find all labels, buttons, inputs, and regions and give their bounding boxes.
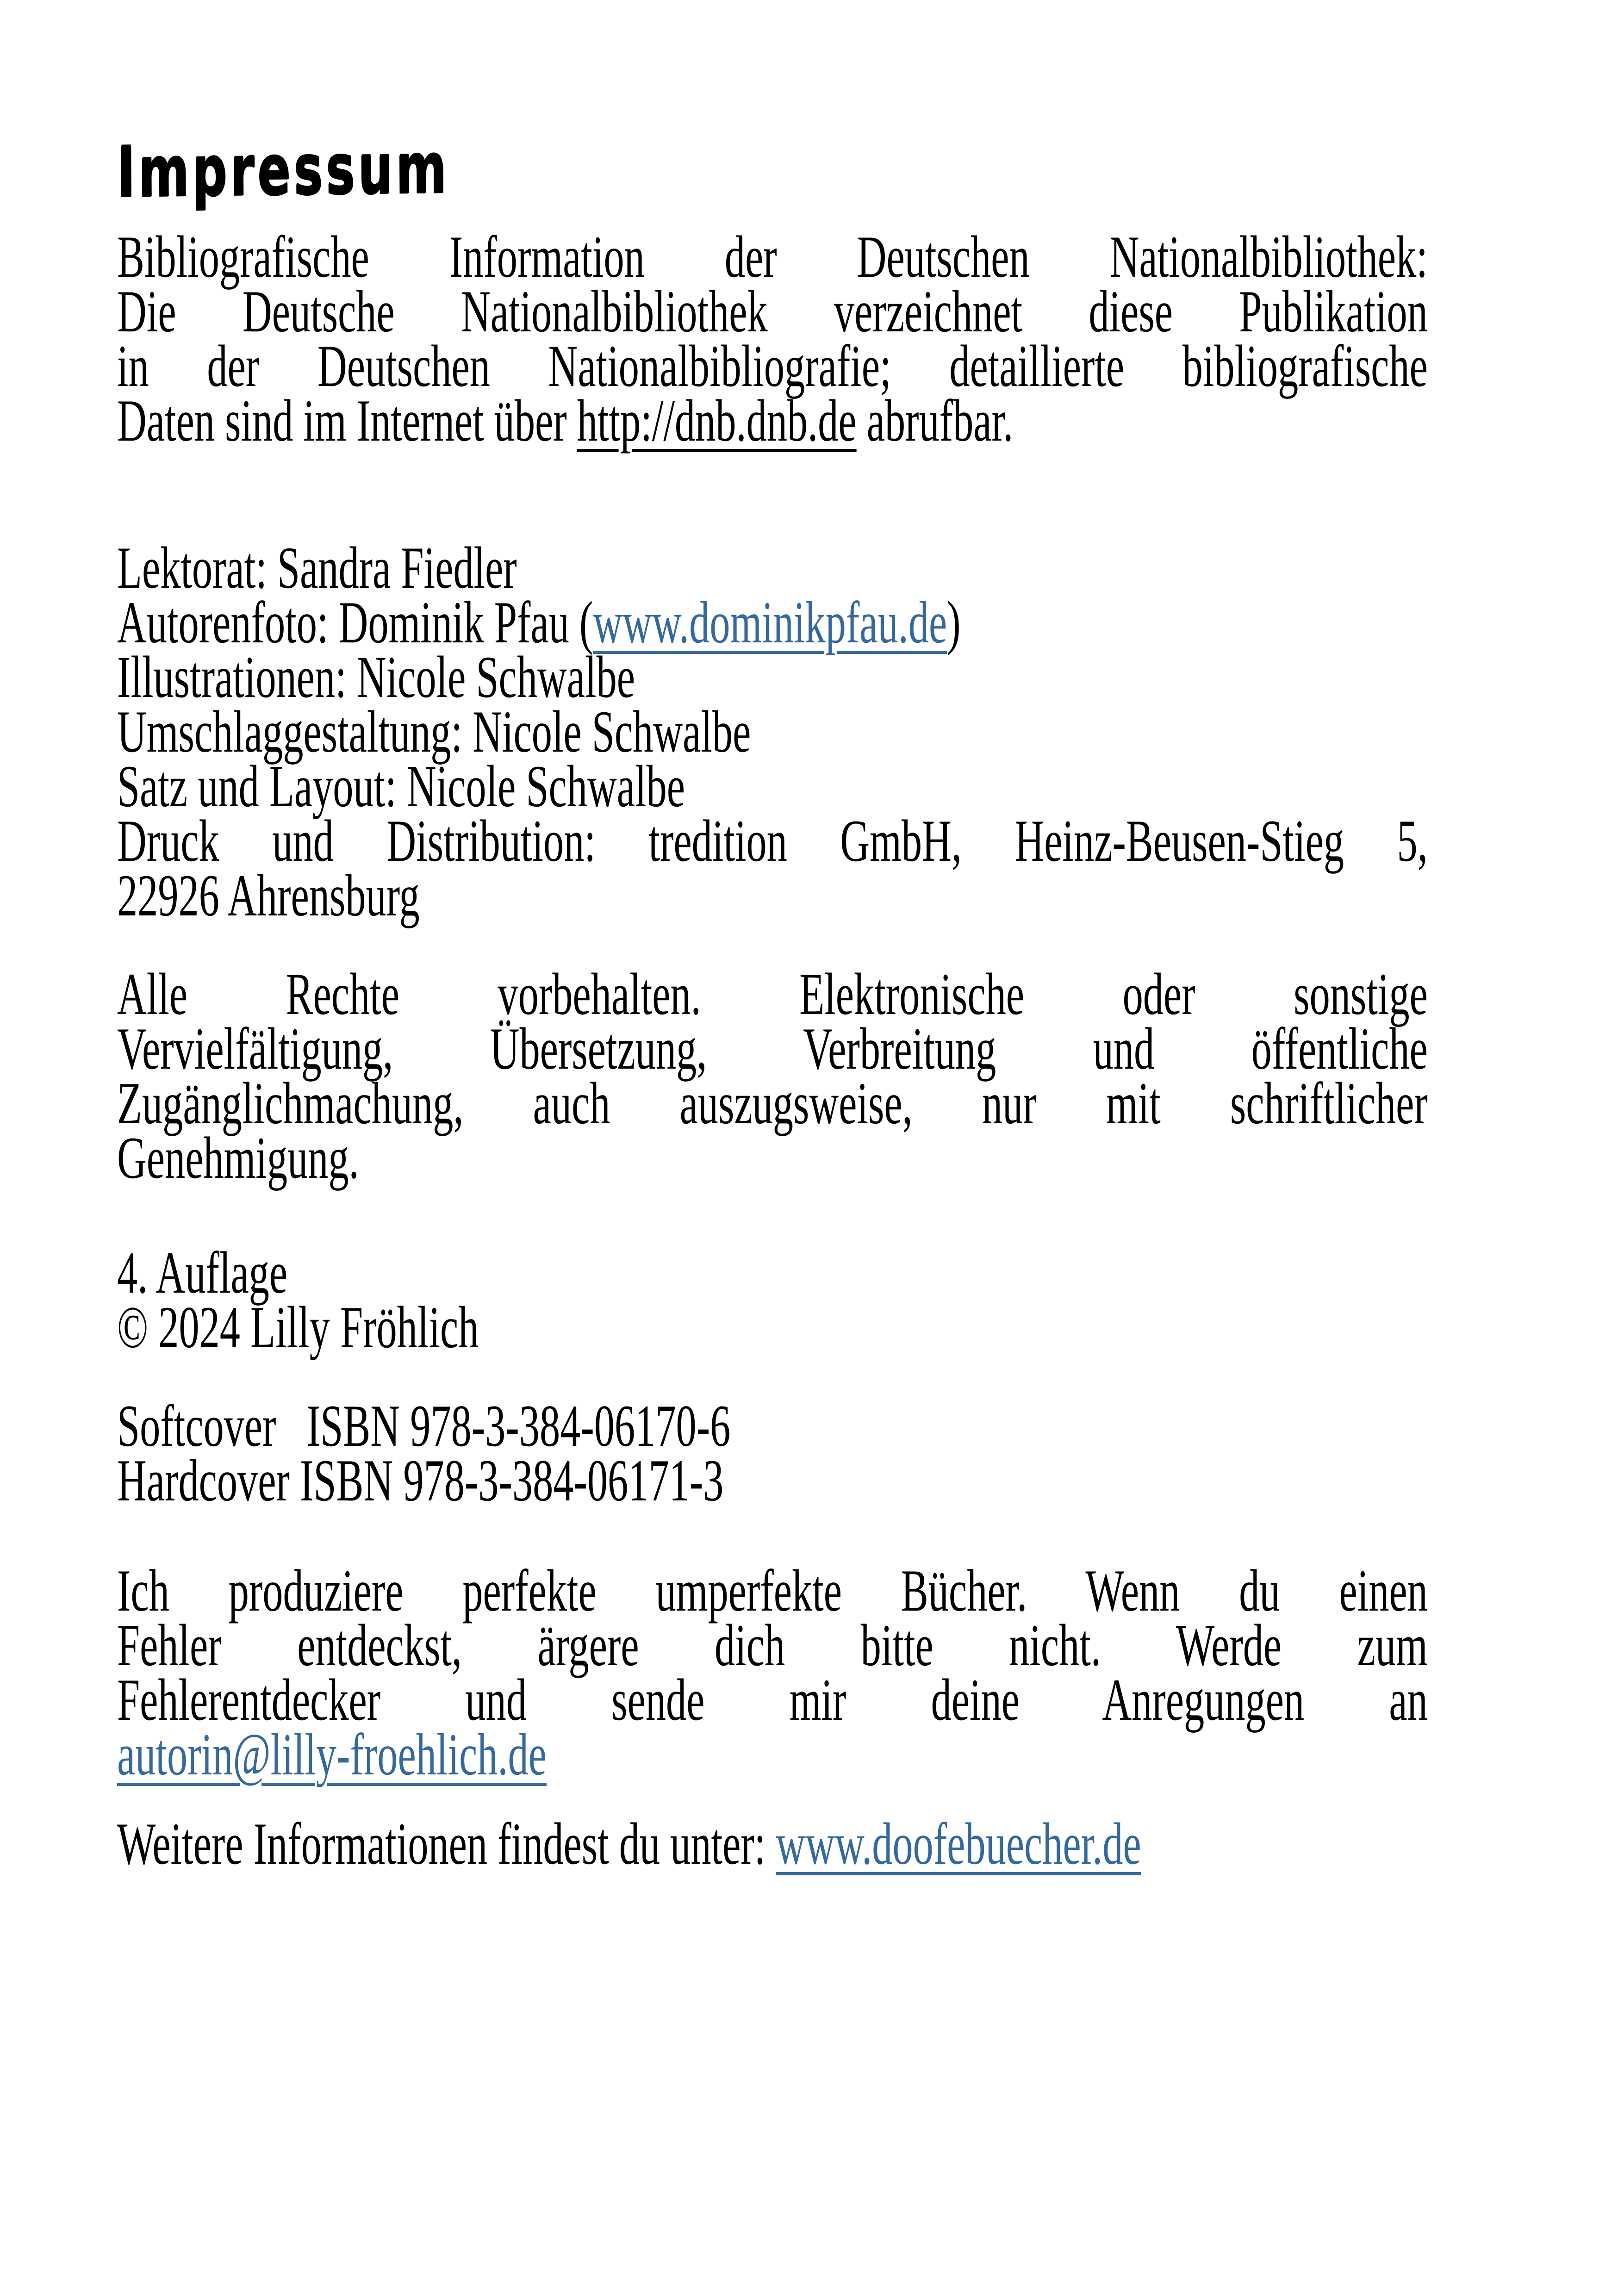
text-run: Bibliografische Information der Deutschen Nationalbibliothek: (117, 224, 1428, 290)
text-run: in der Deutschen Nationalbibliografie; detaillierte bibliografische (117, 333, 1428, 399)
text-run: Lektorat: Sandra Fiedler (117, 535, 517, 601)
edition-block-line-2 (117, 1294, 1428, 1360)
isbn-block-line-2 (117, 1447, 1428, 1513)
weitere-infos-line-line-1 (117, 1811, 1428, 1877)
credits-block-line-6 (117, 808, 1428, 874)
edition-block-line-1 (117, 1239, 1428, 1306)
text-run: © 2024 Lilly Fröhlich (117, 1294, 479, 1360)
page-title: Impressum (117, 128, 450, 213)
credits-block-line-2 (117, 589, 1428, 655)
text-run: Vervielfältigung, Übersetzung, Verbreitung und öffentliche (117, 1015, 1428, 1082)
text-run: 22926 Ahrensburg (117, 862, 420, 928)
credits-block-line-5 (117, 753, 1428, 819)
text-run: Umschlaggestaltung: Nicole Schwalbe (117, 698, 751, 765)
credits-block-line-4 (117, 698, 1428, 765)
dominikpfau-link[interactable]: www.dominikpfau.de (593, 589, 947, 655)
edition-block (117, 1239, 1428, 1360)
credits-block-line-7 (117, 862, 1428, 928)
fehler-paragraph-line-2 (117, 1612, 1428, 1678)
text-run: Druck und Distribution: tredition GmbH, Heinz-Beusen-Stieg 5, (117, 808, 1428, 874)
credits-block-line-1 (117, 535, 1428, 601)
text-run: Fehler entdeckst, ärgere dich bitte nicht. Werde zum (117, 1612, 1428, 1678)
bibliografische-info-paragraph-line-4 (117, 387, 1428, 454)
text-run: Alle Rechte vorbehalten. Elektronische oder sonstige (117, 961, 1428, 1027)
credits-block-line-3 (117, 644, 1428, 710)
text-run: Daten sind im Internet über (117, 387, 577, 454)
rights-paragraph (117, 961, 1428, 1191)
credits-block (117, 535, 1428, 928)
bibliografische-info-paragraph-line-3 (117, 333, 1428, 399)
rights-paragraph-line-2 (117, 1015, 1428, 1082)
bibliografische-info-paragraph-line-2 (117, 278, 1428, 344)
rights-paragraph-line-4 (117, 1125, 1428, 1191)
fehler-paragraph (117, 1557, 1428, 1787)
text-run: ) (947, 589, 961, 655)
isbn-block (117, 1393, 1428, 1513)
text-run: Die Deutsche Nationalbibliothek verzeichnet diese Publikation (117, 278, 1428, 344)
text-run: Autorenfoto: Dominik Pfau ( (117, 589, 593, 655)
text-run: Softcover ISBN 978-3-384-06170-6 (117, 1393, 731, 1459)
text-run: abrufbar. (856, 387, 1014, 454)
imprint-content (117, 128, 1428, 1877)
text-run: Satz und Layout: Nicole Schwalbe (117, 753, 685, 819)
fehler-paragraph-line-4 (117, 1721, 1428, 1787)
text-run: 4. Auflage (117, 1239, 288, 1306)
isbn-block-line-1 (117, 1393, 1428, 1459)
text-run: Zugänglichmachung, auch auszugsweise, nur mit schriftlicher (117, 1070, 1428, 1136)
text-run: Hardcover ISBN 978-3-384-06171-3 (117, 1447, 724, 1513)
weitere-infos-line (117, 1811, 1428, 1877)
text-run: Weitere Informationen findest du unter: (117, 1811, 776, 1877)
bibliografische-info-paragraph (117, 224, 1428, 454)
text-run: Fehlerentdecker und sende mir deine Anregungen an (117, 1667, 1428, 1733)
text-run: Ich produziere perfekte umperfekte Bücher. Wenn du einen (117, 1557, 1428, 1624)
text-run: Illustrationen: Nicole Schwalbe (117, 644, 635, 710)
fehler-paragraph-line-1 (117, 1557, 1428, 1624)
fehler-paragraph-line-3 (117, 1667, 1428, 1733)
doofebuecher-link[interactable]: www.doofebuecher.de (776, 1811, 1141, 1877)
bibliografische-info-paragraph-line-1 (117, 224, 1428, 290)
text-run: Genehmigung. (117, 1125, 359, 1191)
rights-paragraph-line-1 (117, 961, 1428, 1027)
rights-paragraph-line-3 (117, 1070, 1428, 1136)
dnb-link[interactable]: http://dnb.dnb.de (577, 387, 857, 454)
imprint-body (117, 224, 1428, 1877)
email-link[interactable]: autorin@lilly-froehlich.de (117, 1721, 547, 1787)
